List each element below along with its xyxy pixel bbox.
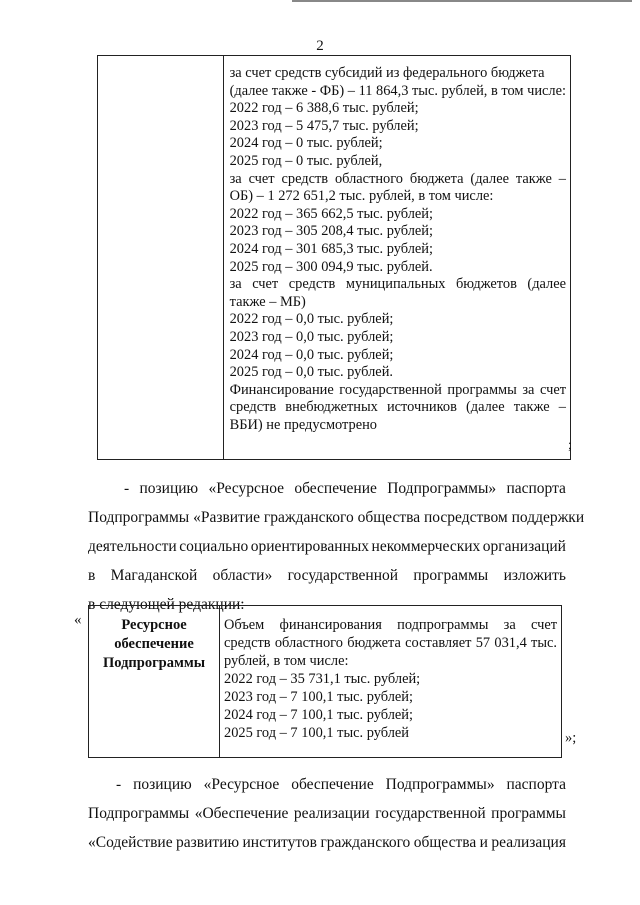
resource-line: Объем финансирования подпрограммы за счет средств областного бюджета составляет 57 031,4 тыс. рублей, в том числе: — [224, 617, 557, 669]
resource-line: 2025 год – 7 100,1 тыс. рублей — [224, 725, 409, 741]
funding-line: за счет средств областного бюджета (далее также – ОБ) – 1 272 651,2 тыс. рублей, в том числе: — [229, 170, 566, 205]
paragraph-line: - позицию «Ресурсное обеспечение Подпрограммы» паспорта — [124, 480, 566, 497]
paragraph-line: Подпрограммы «Развитие гражданского общества посредством поддержки — [88, 509, 585, 526]
funding-line: 2024 год – 0 тыс. рублей; — [229, 135, 383, 152]
table-closing-semicolon: ; — [568, 438, 572, 453]
paragraph-line: Подпрограммы «Обеспечение реализации государственной программы — [88, 805, 566, 822]
funding-line: 2025 год – 0 тыс. рублей, — [229, 152, 383, 169]
closing-quote: »; — [565, 730, 577, 746]
funding-line: (далее также - ФБ) – 11 864,3 тыс. рублей, в том числе: — [229, 82, 566, 99]
funding-line: за счет средств муниципальных бюджетов (далее также – МБ) — [229, 276, 566, 310]
funding-line: 2023 год – 0,0 тыс. рублей; — [229, 328, 394, 345]
funding-line: 2023 год – 305 208,4 тыс. рублей; — [229, 223, 433, 240]
funding-line: 2024 год – 0,0 тыс. рублей; — [229, 346, 394, 363]
funding-line: 2025 год – 0,0 тыс. рублей. — [229, 364, 393, 381]
paragraph-line: в следующей редакции: — [88, 596, 245, 613]
resource-line: 2023 год – 7 100,1 тыс. рублей; — [224, 689, 413, 705]
paragraph-line: «Содействие развитию институтов гражданского общества и реализация — [88, 834, 566, 851]
paragraph-position-2 — [88, 770, 566, 857]
resource-line: 2024 год – 7 100,1 тыс. рублей; — [224, 707, 413, 723]
funding-line: 2022 год – 6 388,6 тыс. рублей; — [229, 100, 419, 117]
paragraph-line: в Магаданской области» государственной программы изложить — [88, 567, 566, 584]
paragraph-line: - позицию «Ресурсное обеспечение Подпрограммы» паспорта — [116, 776, 566, 793]
opening-quote: « — [74, 612, 82, 628]
funding-line: 2023 год – 5 475,7 тыс. рублей; — [229, 117, 419, 134]
resource-line: 2022 год – 35 731,1 тыс. рублей; — [224, 671, 421, 687]
resource-details-cell — [220, 606, 562, 758]
page-number: 2 — [316, 38, 324, 54]
resource-table — [88, 605, 562, 758]
paragraph-position-1 — [88, 474, 585, 619]
empty-header-cell — [98, 56, 224, 460]
funding-line: 2022 год – 0,0 тыс. рублей; — [229, 311, 394, 328]
funding-line: 2022 год – 365 662,5 тыс. рублей; — [229, 205, 433, 222]
scan-artifact-line — [292, 0, 632, 2]
funding-line: 2024 год – 301 685,3 тыс. рублей; — [229, 240, 433, 257]
funding-line: 2025 год – 300 094,9 тыс. рублей. — [229, 258, 433, 275]
funding-details-cell — [223, 56, 570, 460]
funding-table-continued — [97, 55, 571, 460]
paragraph-line: деятельности социально ориентированных некоммерческих организаций — [88, 538, 566, 555]
funding-line: Финансирование государственной программы за счет средств внебюджетных источников (далее также – ВБИ) не предусмотрено — [229, 381, 566, 433]
resource-header-cell: Ресурсное обеспечение Подпрограммы — [89, 606, 220, 758]
funding-line: за счет средств субсидий из федерального бюджета — [229, 65, 545, 81]
